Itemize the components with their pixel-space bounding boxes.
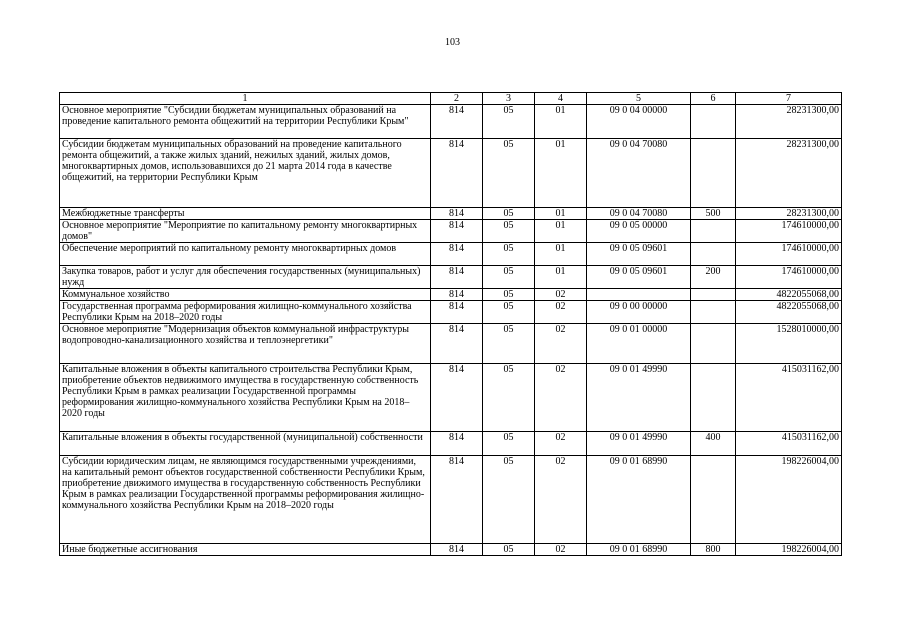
- row-name-cell: Государственная программа реформирования жилищно-коммунального хозяйства Республики Крым на 2018–2020 годы: [60, 301, 431, 324]
- header-col-3: 3: [483, 93, 535, 105]
- row-name-cell: Основное мероприятие "Субсидии бюджетам муниципальных образований на проведение капитального ремонта общежитий на территории Республики Крым": [60, 105, 431, 139]
- row-section-cell: 05: [483, 208, 535, 220]
- row-name-cell: Межбюджетные трансферты: [60, 208, 431, 220]
- row-target-code-cell: 09 0 01 68990: [587, 456, 691, 544]
- row-grbs-cell: 814: [431, 364, 483, 432]
- row-sum-cell: 198226004,00: [736, 456, 842, 544]
- row-section-cell: 05: [483, 456, 535, 544]
- table-row: [60, 208, 842, 220]
- header-col-5: 5: [587, 93, 691, 105]
- row-name-cell: Субсидии бюджетам муниципальных образований на проведение капитального ремонта общежитий, а также жилых зданий, нежилых зданий, жилых домов, многоквартирных домов, использовавшихся до 21 марта 2014 года в качестве общежитий, на территории Республики Крым: [60, 139, 431, 208]
- row-sum-cell: 4822055068,00: [736, 301, 842, 324]
- row-name-cell: Капитальные вложения в объекты капитального строительства Республики Крым, приобретение объектов недвижимого имущества в государственную собственность Республики Крым в рамках реализации Государственной программы реформирования жилищно-коммунального хозяйства Республики Крым на 2018–2020 годы: [60, 364, 431, 432]
- table-row: [60, 243, 842, 266]
- row-sum-cell: 174610000,00: [736, 266, 842, 289]
- row-grbs-cell: 814: [431, 301, 483, 324]
- row-name-cell: Основное мероприятие "Модернизация объектов коммунальной инфраструктуры водопроводно-канализационного хозяйства и теплоэнергетики": [60, 324, 431, 364]
- row-expense-type-cell: [691, 105, 736, 139]
- budget-table: [59, 92, 842, 556]
- row-target-code-cell: 09 0 04 00000: [587, 105, 691, 139]
- row-subsection-cell: 02: [535, 324, 587, 364]
- row-subsection-cell: 02: [535, 432, 587, 456]
- row-section-cell: 05: [483, 289, 535, 301]
- header-col-2: 2: [431, 93, 483, 105]
- row-subsection-cell: 02: [535, 301, 587, 324]
- row-subsection-cell: 01: [535, 266, 587, 289]
- row-expense-type-cell: [691, 324, 736, 364]
- row-grbs-cell: 814: [431, 208, 483, 220]
- row-section-cell: 05: [483, 432, 535, 456]
- table-row: [60, 544, 842, 556]
- row-section-cell: 05: [483, 139, 535, 208]
- page-number: 103: [445, 37, 460, 48]
- table-row: [60, 456, 842, 544]
- row-expense-type-cell: [691, 301, 736, 324]
- row-target-code-cell: [587, 289, 691, 301]
- row-section-cell: 05: [483, 105, 535, 139]
- row-target-code-cell: 09 0 05 00000: [587, 220, 691, 243]
- row-expense-type-cell: 200: [691, 266, 736, 289]
- header-col-7: 7: [736, 93, 842, 105]
- row-sum-cell: 174610000,00: [736, 243, 842, 266]
- row-grbs-cell: 814: [431, 220, 483, 243]
- row-target-code-cell: 09 0 04 70080: [587, 208, 691, 220]
- row-sum-cell: 174610000,00: [736, 220, 842, 243]
- row-sum-cell: 198226004,00: [736, 544, 842, 556]
- row-target-code-cell: 09 0 00 00000: [587, 301, 691, 324]
- row-target-code-cell: 09 0 05 09601: [587, 243, 691, 266]
- row-expense-type-cell: [691, 289, 736, 301]
- row-section-cell: 05: [483, 324, 535, 364]
- row-grbs-cell: 814: [431, 266, 483, 289]
- row-target-code-cell: 09 0 01 68990: [587, 544, 691, 556]
- table-row: [60, 301, 842, 324]
- row-subsection-cell: 01: [535, 208, 587, 220]
- row-subsection-cell: 02: [535, 456, 587, 544]
- row-subsection-cell: 02: [535, 289, 587, 301]
- row-subsection-cell: 01: [535, 220, 587, 243]
- row-name-cell: Обеспечение мероприятий по капитальному ремонту многоквартирных домов: [60, 243, 431, 266]
- header-col-4: 4: [535, 93, 587, 105]
- table-row: [60, 220, 842, 243]
- table-row: [60, 105, 842, 139]
- table-row: [60, 266, 842, 289]
- row-sum-cell: 28231300,00: [736, 105, 842, 139]
- row-grbs-cell: 814: [431, 544, 483, 556]
- row-name-cell: Иные бюджетные ассигнования: [60, 544, 431, 556]
- row-grbs-cell: 814: [431, 432, 483, 456]
- row-subsection-cell: 01: [535, 105, 587, 139]
- row-grbs-cell: 814: [431, 139, 483, 208]
- row-sum-cell: 28231300,00: [736, 139, 842, 208]
- row-target-code-cell: 09 0 01 00000: [587, 324, 691, 364]
- row-name-cell: Закупка товаров, работ и услуг для обеспечения государственных (муниципальных) нужд: [60, 266, 431, 289]
- table-row: [60, 324, 842, 364]
- row-section-cell: 05: [483, 243, 535, 266]
- row-subsection-cell: 01: [535, 243, 587, 266]
- row-subsection-cell: 02: [535, 364, 587, 432]
- row-name-cell: Коммунальное хозяйство: [60, 289, 431, 301]
- row-sum-cell: 1528010000,00: [736, 324, 842, 364]
- row-subsection-cell: 02: [535, 544, 587, 556]
- row-expense-type-cell: [691, 456, 736, 544]
- row-expense-type-cell: [691, 220, 736, 243]
- row-name-cell: Основное мероприятие "Мероприятие по капитальному ремонту многоквартирных домов": [60, 220, 431, 243]
- row-section-cell: 05: [483, 364, 535, 432]
- row-target-code-cell: 09 0 05 09601: [587, 266, 691, 289]
- row-sum-cell: 415031162,00: [736, 432, 842, 456]
- row-section-cell: 05: [483, 544, 535, 556]
- header-col-1: 1: [60, 93, 431, 105]
- row-expense-type-cell: 400: [691, 432, 736, 456]
- row-target-code-cell: 09 0 04 70080: [587, 139, 691, 208]
- table-row: [60, 364, 842, 432]
- row-expense-type-cell: [691, 243, 736, 266]
- row-name-cell: Субсидии юридическим лицам, не являющимся государственными учреждениями, на капитальный ремонт объектов государственной собственности Республики Крым, приобретение движимого имущества в государственную собственность Республики Крым в рамках реализации Государственной программы реформирования жилищно-коммунального хозяйства Республики Крым на 2018–2020 годы: [60, 456, 431, 544]
- row-expense-type-cell: [691, 364, 736, 432]
- row-section-cell: 05: [483, 301, 535, 324]
- table-row: [60, 432, 842, 456]
- row-subsection-cell: 01: [535, 139, 587, 208]
- row-section-cell: 05: [483, 220, 535, 243]
- row-target-code-cell: 09 0 01 49990: [587, 364, 691, 432]
- row-section-cell: 05: [483, 266, 535, 289]
- table-row: [60, 139, 842, 208]
- row-sum-cell: 28231300,00: [736, 208, 842, 220]
- row-sum-cell: 415031162,00: [736, 364, 842, 432]
- header-col-6: 6: [691, 93, 736, 105]
- row-target-code-cell: 09 0 01 49990: [587, 432, 691, 456]
- row-grbs-cell: 814: [431, 456, 483, 544]
- row-sum-cell: 4822055068,00: [736, 289, 842, 301]
- row-grbs-cell: 814: [431, 289, 483, 301]
- row-expense-type-cell: 500: [691, 208, 736, 220]
- row-expense-type-cell: [691, 139, 736, 208]
- table-header-row: [60, 93, 842, 105]
- row-grbs-cell: 814: [431, 324, 483, 364]
- row-grbs-cell: 814: [431, 243, 483, 266]
- row-expense-type-cell: 800: [691, 544, 736, 556]
- row-name-cell: Капитальные вложения в объекты государственной (муниципальной) собственности: [60, 432, 431, 456]
- row-grbs-cell: 814: [431, 105, 483, 139]
- table-row: [60, 289, 842, 301]
